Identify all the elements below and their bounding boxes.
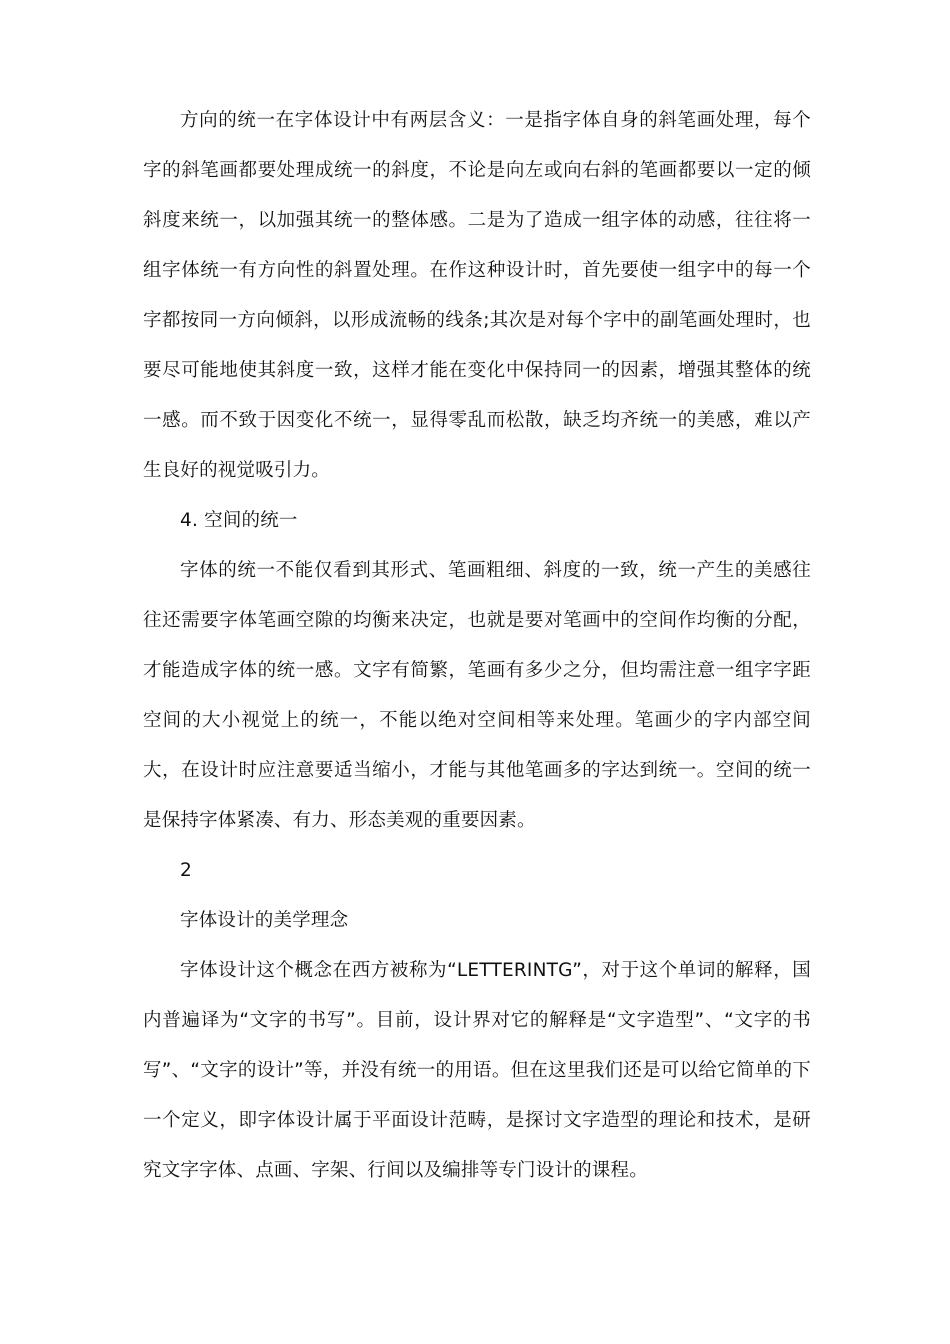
heading-space-unity: 4. 空间的统一 (180, 510, 298, 531)
section-number: 2 (180, 860, 192, 881)
document-body (143, 96, 811, 1196)
paragraph-direction-unity: 方向的统一在字体设计中有两层含义：一是指字体自身的斜笔画处理，每个字的斜笔画都要处理成统一的斜度，不论是向左或向右斜的笔画都要以一定的倾斜度来统一，以加强其统一的整体感。二是为了造成一组字体的动感，往往将一组字体统一有方向性的斜置处理。在作这种设计时，首先要使一组字中的每一个字都按同一方向倾斜，以形成流畅的线条;其次是对每个字中的副笔画处理时，也要尽可能地使其斜度一致，这样才能在变化中保持同一的因素，增强其整体的统一感。而不致于因变化不统一，显得零乱而松散，缺乏均齐统一的美感，难以产生良好的视觉吸引力。 (143, 110, 811, 481)
heading-aesthetic-concept: 字体设计的美学理念 (180, 910, 349, 931)
paragraph-lettering-definition: 字体设计这个概念在西方被称为“LETTERINTG”，对于这个单词的解释，国内普遍译为“文字的书写”。目前，设计界对它的解释是“文字造型”、“文字的书写”、“文字的设计”等，并没有统一的用语。但在这里我们还是可以给它简单的下一个定义，即字体设计属于平面设计范畴，是探讨文字造型的理论和技术，是研究文字字体、点画、字架、行间以及编排等专门设计的课程。 (143, 960, 811, 1181)
paragraph-space-unity: 字体的统一不能仅看到其形式、笔画粗细、斜度的一致，统一产生的美感往往还需要字体笔画空隙的均衡来决定，也就是要对笔画中的空间作均衡的分配，才能造成字体的统一感。文字有简繁，笔画有多少之分，但均需注意一组字字距空间的大小视觉上的统一，不能以绝对空间相等来处理。笔画少的字内部空间大，在设计时应注意要适当缩小，才能与其他笔画多的字达到统一。空间的统一是保持字体紧凑、有力、形态美观的重要因素。 (143, 560, 811, 831)
